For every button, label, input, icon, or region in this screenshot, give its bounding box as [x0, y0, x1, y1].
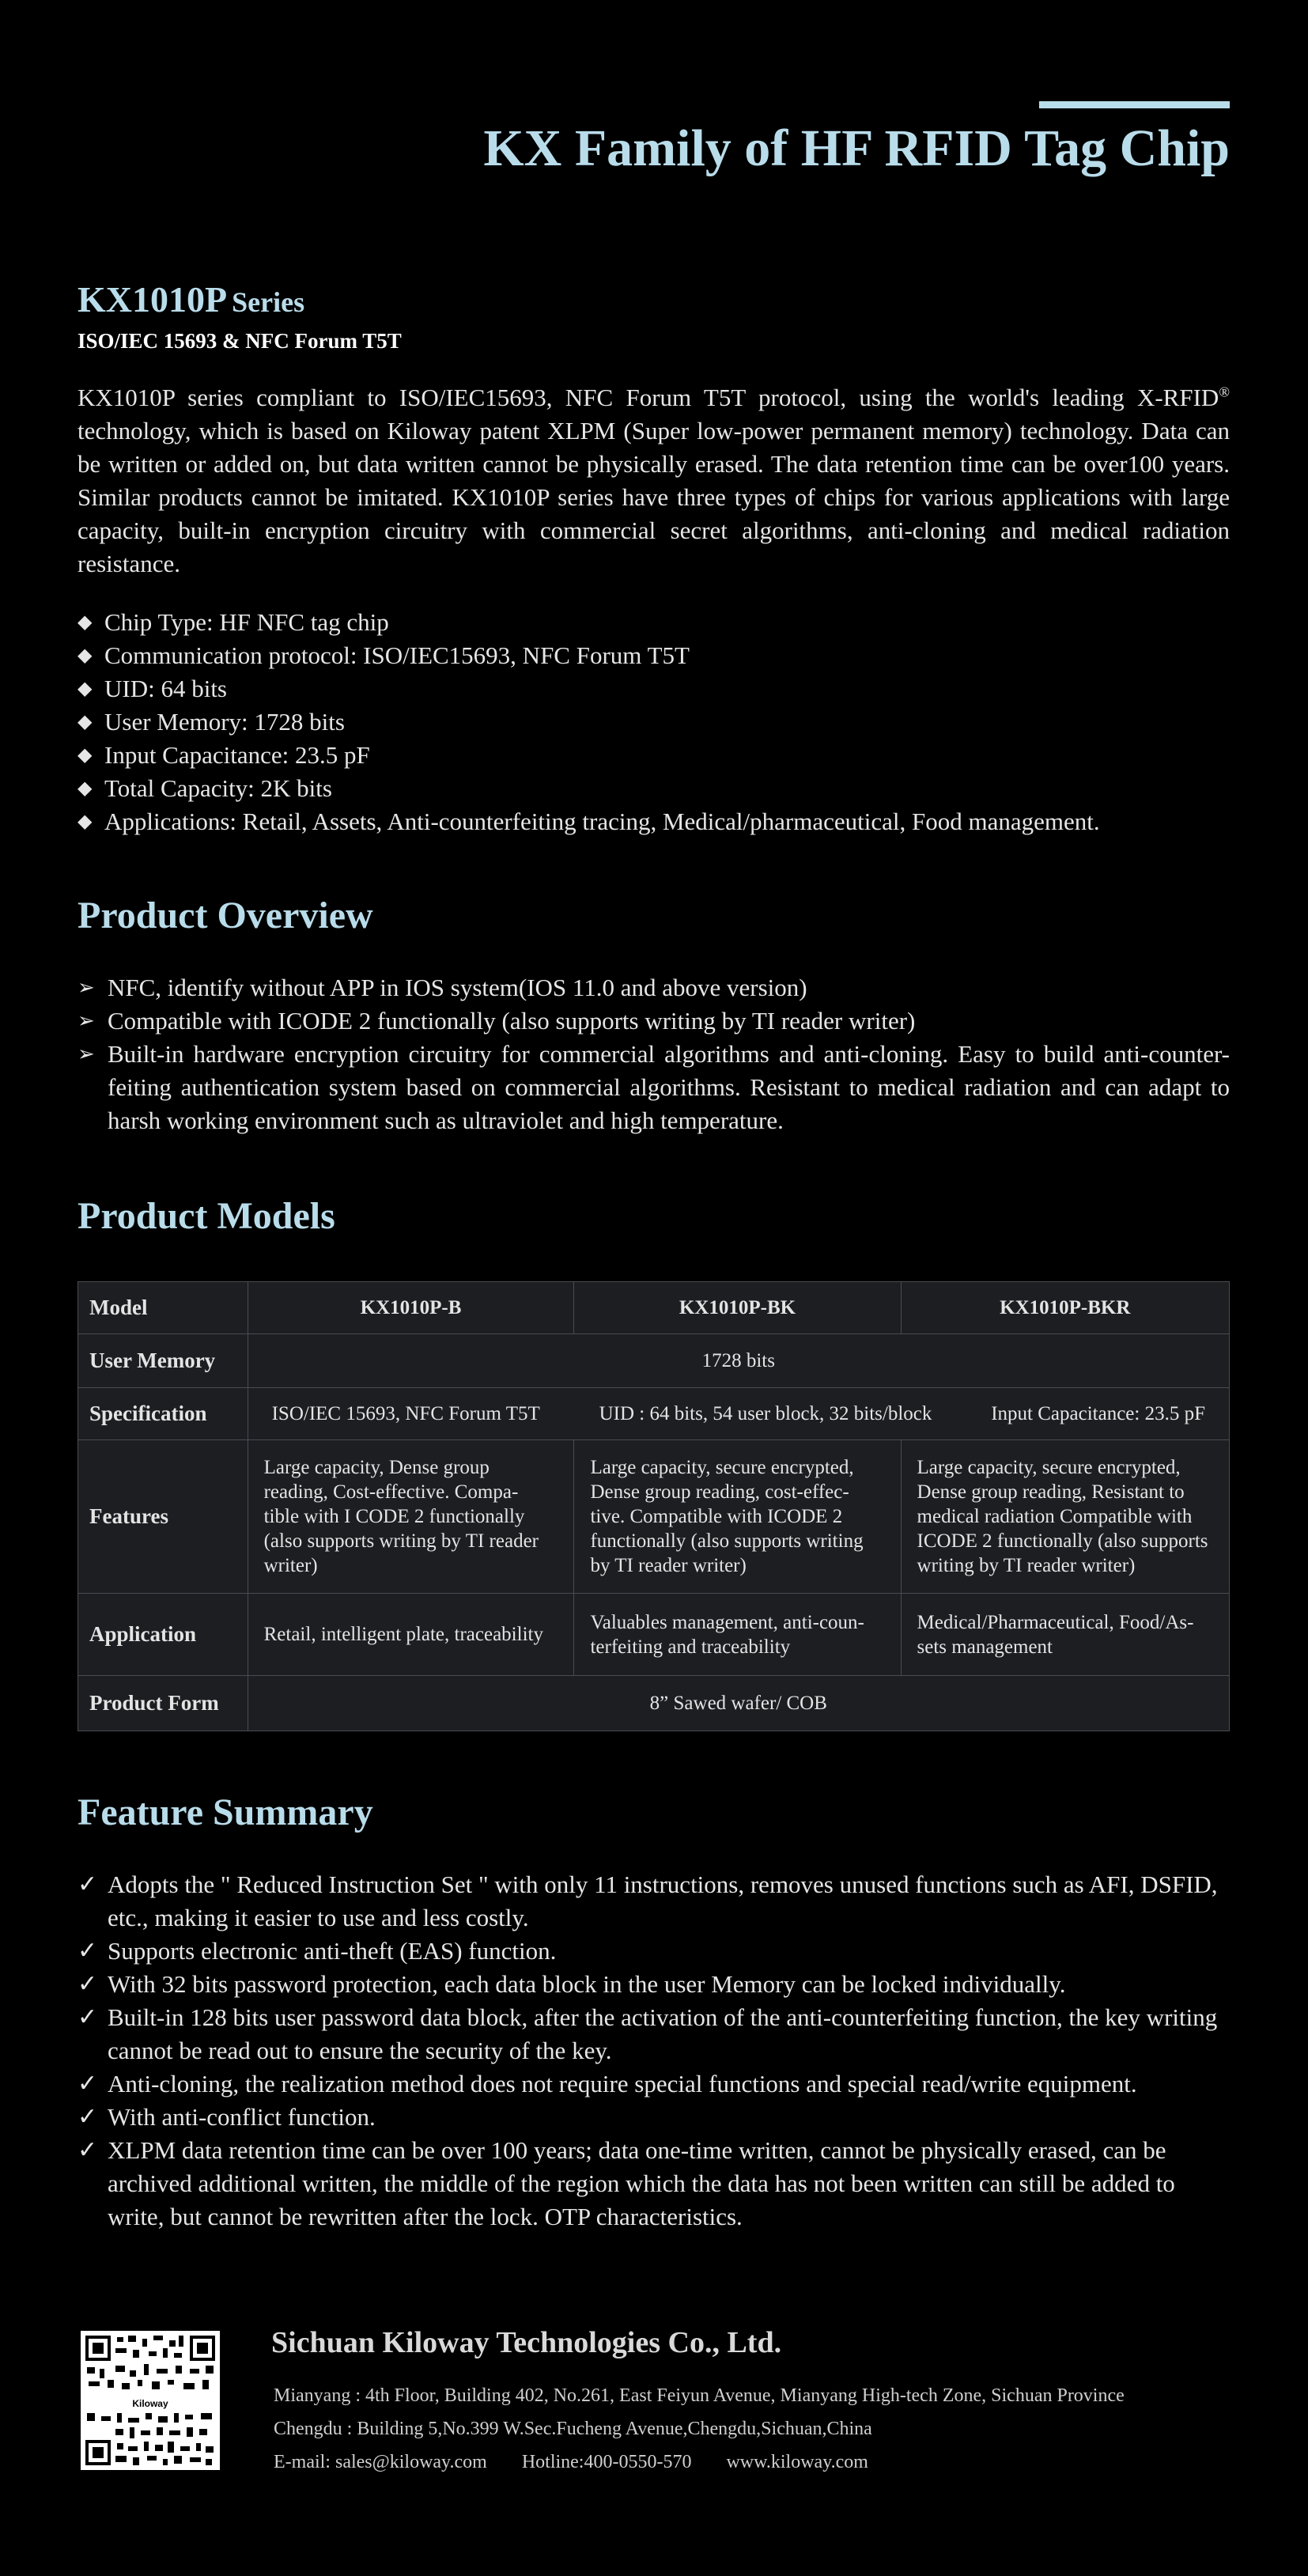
table-cell: 8” Sawed wafer/ COB [248, 1676, 1229, 1731]
check-icon: ✓ [77, 2137, 98, 2163]
feature-text: Built-in 128 bits user password data block, after the activation of the anti-counterfeiting function, the key writing cannot be read out to ensure the security of the key. [108, 2003, 1218, 2064]
row-label: Specification [78, 1388, 248, 1440]
contact-line [274, 2452, 903, 2473]
diamond-icon: ◆ [77, 712, 93, 732]
table-header-cell: KX1010P-BK [574, 1282, 901, 1334]
diamond-icon: ◆ [77, 612, 93, 633]
email-link[interactable]: E-mail: sales@kiloway.com [274, 2452, 487, 2472]
arrow-icon: ➢ [77, 1009, 95, 1032]
qr-brand-label: Kiloway [84, 2397, 217, 2410]
table-row [78, 1388, 1230, 1440]
product-models-table [77, 1281, 1230, 1731]
spec-value: ISO/IEC 15693, NFC Forum T5T [271, 1403, 540, 1424]
table-row [78, 1334, 1230, 1388]
series-suffix: Series [232, 286, 305, 318]
feature-text: Anti-cloning, the realization method does not require special functions and special read/write equipment. [108, 2070, 1137, 2097]
list-item [77, 739, 1248, 772]
table-cell: Retail, intelligent plate, traceability [248, 1594, 574, 1676]
feature-text: Supports electronic anti-theft (EAS) function. [108, 1937, 557, 1965]
feature-list [77, 1868, 1230, 2234]
feature-text: With anti-conflict function. [108, 2103, 376, 2131]
arrow-icon: ➢ [77, 1042, 95, 1065]
models-heading: Product Models [77, 1195, 335, 1237]
list-item [77, 1868, 1230, 1935]
spec-value: Input Capacitance: 23.5 pF [991, 1403, 1205, 1424]
address-mianyang: Mianyang : 4th Floor, Building 402, No.261, East Feiyun Avenue, Mianyang High-tech Zone, Sichuan Province [274, 2385, 1125, 2406]
spec-text: User Memory: 1728 bits [104, 708, 345, 736]
table-cell: Medical/Pharmaceutical, Food/As- sets management [901, 1594, 1229, 1676]
registered-mark: ® [1219, 384, 1230, 400]
feature-text: XLPM data retention time can be over 100 years; data one-time written, cannot be physically erased, can be archived additional written, the middle of the region which the data has not been written can still be added to write, but cannot be rewritten after the lock. OTP characteristics. [108, 2136, 1175, 2230]
table-header-cell: KX1010P-B [248, 1282, 574, 1334]
list-item [77, 606, 1248, 639]
list-item [77, 2067, 1230, 2101]
feature-summary-heading: Feature Summary [77, 1791, 373, 1833]
table-cell: 1728 bits [248, 1334, 1229, 1388]
row-label: User Memory [78, 1334, 248, 1388]
diamond-icon: ◆ [77, 679, 93, 699]
spec-text: Total Capacity: 2K bits [104, 774, 332, 802]
series-name: KX1010P [77, 279, 228, 320]
series-standards: ISO/IEC 15693 & NFC Forum T5T [77, 329, 402, 353]
qr-code [81, 2331, 220, 2470]
spec-value: UID : 64 bits, 54 user block, 32 bits/block [599, 1403, 932, 1424]
check-icon: ✓ [77, 2004, 98, 2030]
series-description [77, 381, 1230, 581]
series-title [77, 278, 304, 320]
list-item [77, 1004, 1230, 1038]
overview-list [77, 971, 1230, 1137]
list-item [77, 2134, 1230, 2234]
table-cell: Large capacity, secure encrypted, Dense group reading, cost-effec- tive. Compatible with ICODE 2 functionally (also supports writing by TI reader writer) [574, 1440, 901, 1594]
row-label: Product Form [78, 1676, 248, 1731]
spec-text: Chip Type: HF NFC tag chip [104, 608, 389, 636]
overview-text: Built-in hardware encryption circuitry for commercial algorithms and anti-cloning. Easy to build anti-counter- feiting authentication system based on commercial algorithms. Resistant to medical radiation and can adapt to harsh working environment such as ultraviolet and high temperature. [108, 1040, 1230, 1134]
table-cell: Valuables management, anti-coun- terfeiting and traceability [574, 1594, 901, 1676]
company-name: Sichuan Kiloway Technologies Co., Ltd. [271, 2326, 782, 2359]
overview-text: Compatible with ICODE 2 functionally (also supports writing by TI reader writer) [108, 1007, 916, 1035]
table-row [78, 1594, 1230, 1676]
list-item [77, 2001, 1230, 2067]
page-title: KX Family of HF RFID Tag Chip [483, 119, 1230, 177]
row-label: Features [78, 1440, 248, 1594]
address-chengdu: Chengdu : Building 5,No.399 W.Sec.Fucheng Avenue,Chengdu,Sichuan,China [274, 2419, 872, 2439]
overview-text: NFC, identify without APP in IOS system(IOS 11.0 and above version) [108, 974, 807, 1001]
website-link[interactable]: www.kiloway.com [726, 2452, 868, 2472]
check-icon: ✓ [77, 2071, 98, 2097]
list-item [77, 1038, 1230, 1137]
check-icon: ✓ [77, 1938, 98, 1964]
spec-text: UID: 64 bits [104, 675, 227, 702]
check-icon: ✓ [77, 1871, 98, 1897]
spec-text: Communication protocol: ISO/IEC15693, NFC Forum T5T [104, 641, 690, 669]
list-item [77, 1968, 1230, 2001]
table-row [78, 1440, 1230, 1594]
table-header-cell: KX1010P-BKR [901, 1282, 1229, 1334]
diamond-icon: ◆ [77, 811, 93, 832]
description-part-2: technology, which is based on Kiloway patent XLPM (Super low-power permanent memory) technology. Data can be written or added on, but data written cannot be physically erased. The data retention time can be over100 years. Similar products cannot be imitated. KX1010P series have three types of chips for various applications with large capacity, built-in encryption circuitry with commercial secret algorithms, anti-cloning and medical radiation resistance. [77, 417, 1230, 577]
diamond-icon: ◆ [77, 645, 93, 666]
list-item [77, 971, 1230, 1004]
row-label: Application [78, 1594, 248, 1676]
list-item [77, 705, 1248, 739]
spec-text: Input Capacitance: 23.5 pF [104, 741, 370, 769]
spec-text: Applications: Retail, Assets, Anti-counterfeiting tracing, Medical/pharmaceutical, Food management. [104, 808, 1100, 835]
description-part-1: KX1010P series compliant to ISO/IEC15693, NFC Forum T5T protocol, using the world's leading X-RFID [77, 384, 1219, 411]
list-item [77, 672, 1248, 705]
arrow-icon: ➢ [77, 976, 95, 999]
table-cell: Large capacity, Dense group reading, Cost-effective. Compa- tible with I CODE 2 functionally (also supports writing by TI reader writer) [248, 1440, 574, 1594]
check-icon: ✓ [77, 2104, 98, 2130]
title-accent-bar [1039, 101, 1230, 108]
diamond-icon: ◆ [77, 745, 93, 766]
table-header-model: Model [78, 1282, 248, 1334]
table-row [78, 1282, 1230, 1334]
table-cell [248, 1388, 1229, 1440]
feature-text: Adopts the " Reduced Instruction Set " with only 11 instructions, removes unused functions such as AFI, DSFID, etc., making it easier to use and less costly. [108, 1871, 1218, 1931]
list-item [77, 772, 1248, 805]
check-icon: ✓ [77, 1971, 98, 1997]
feature-text: With 32 bits password protection, each data block in the user Memory can be locked individually. [108, 1970, 1066, 1998]
overview-heading: Product Overview [77, 895, 373, 936]
list-item [77, 1935, 1230, 1968]
spec-list [77, 606, 1248, 838]
hotline: Hotline:400-0550-570 [521, 2452, 692, 2472]
list-item [77, 2101, 1230, 2134]
diamond-icon: ◆ [77, 778, 93, 799]
table-row [78, 1676, 1230, 1731]
list-item [77, 639, 1248, 672]
table-cell: Large capacity, secure encrypted, Dense group reading, Resistant to medical radiation Compatible with ICODE 2 functionally (also supports writing by TI reader writer) [901, 1440, 1229, 1594]
list-item [77, 805, 1248, 838]
